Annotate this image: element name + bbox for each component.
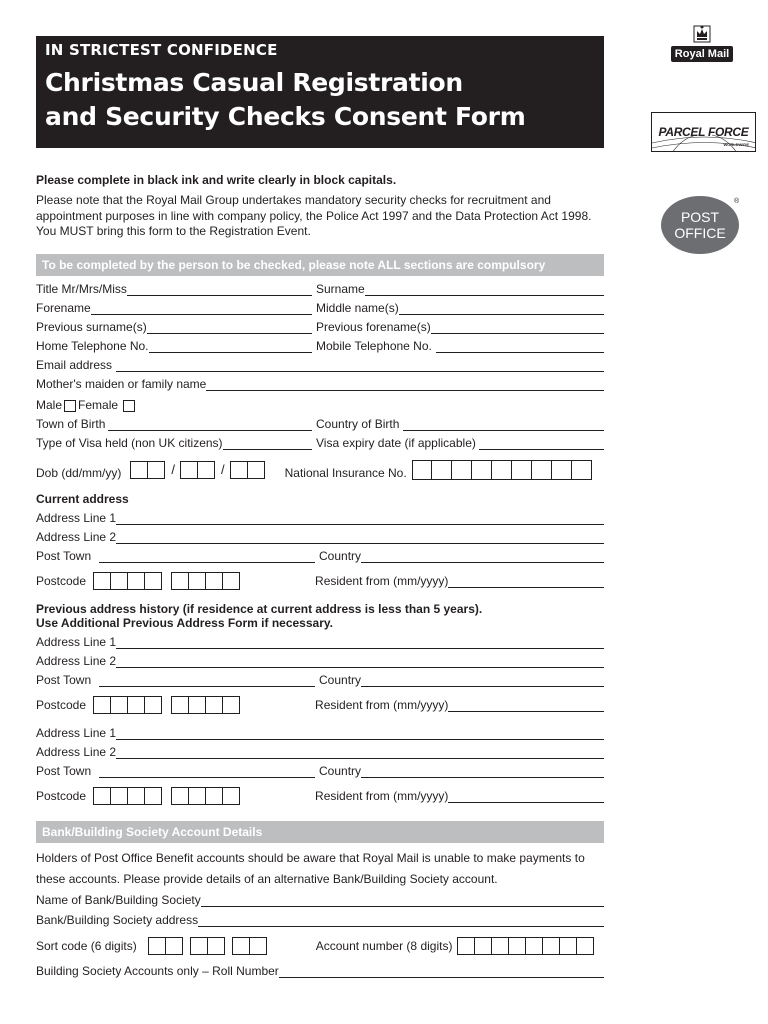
prev-address-b-line1-label: Address Line 1 bbox=[36, 726, 117, 740]
prev-address-a-line1-field[interactable] bbox=[36, 635, 604, 649]
postcode-char-box[interactable] bbox=[188, 572, 206, 590]
postcode-char-box[interactable] bbox=[93, 787, 111, 805]
personal-section-band: To be completed by the person to be checked, please note ALL sections are compulsory bbox=[36, 254, 604, 276]
current-address-line2-field[interactable] bbox=[36, 530, 604, 544]
forename-line[interactable] bbox=[91, 303, 312, 315]
sort-code-digit-box[interactable] bbox=[165, 937, 183, 955]
sort-code-boxes-2[interactable] bbox=[191, 937, 225, 955]
roll-number-line[interactable] bbox=[279, 966, 604, 978]
town-birth-field[interactable] bbox=[36, 417, 312, 431]
prev-address-a-line2-label: Address Line 2 bbox=[36, 654, 117, 668]
account-digit-box[interactable] bbox=[542, 937, 560, 955]
maiden-line[interactable] bbox=[206, 379, 604, 391]
male-checkbox[interactable] bbox=[64, 400, 76, 412]
prev-forename-line[interactable] bbox=[431, 322, 604, 334]
visa-type-label: Type of Visa held (non UK citizens) bbox=[36, 436, 223, 450]
postcode-char-box[interactable] bbox=[188, 787, 206, 805]
sort-code-label: Sort code (6 digits) bbox=[36, 939, 137, 953]
prev-address-a-town-row bbox=[36, 673, 604, 687]
home-tel-label: Home Telephone No. bbox=[36, 339, 149, 353]
account-digit-box[interactable] bbox=[508, 937, 526, 955]
previous-names-row bbox=[36, 320, 604, 334]
postcode-char-box[interactable] bbox=[222, 696, 240, 714]
prev-address-a-postcode-outward-boxes[interactable] bbox=[94, 696, 162, 714]
prev-address-a-line1-line[interactable] bbox=[116, 637, 604, 649]
visa-type-field[interactable] bbox=[36, 436, 312, 450]
mobile-tel-line[interactable] bbox=[436, 341, 604, 353]
prev-address-b-line2-line[interactable] bbox=[116, 747, 604, 759]
surname-field[interactable] bbox=[316, 282, 604, 296]
prev-address-a-line2-line[interactable] bbox=[116, 656, 604, 668]
forename-label: Forename bbox=[36, 301, 91, 315]
ni-char-box[interactable] bbox=[431, 460, 452, 480]
post-office-line1: POST bbox=[680, 209, 720, 225]
postcode-char-box[interactable] bbox=[222, 787, 240, 805]
postcode-char-box[interactable] bbox=[222, 572, 240, 590]
prev-surname-label: Previous surname(s) bbox=[36, 320, 147, 334]
prev-address-a-postcode-inward-boxes[interactable] bbox=[172, 696, 240, 714]
middle-names-line[interactable] bbox=[399, 303, 604, 315]
email-line[interactable] bbox=[116, 360, 604, 372]
gender-row bbox=[36, 398, 604, 412]
postcode-char-box[interactable] bbox=[127, 696, 145, 714]
royal-mail-logo bbox=[666, 22, 738, 68]
prev-address-b-line2-label: Address Line 2 bbox=[36, 745, 117, 759]
ni-char-box[interactable] bbox=[471, 460, 492, 480]
postcode-char-box[interactable] bbox=[171, 787, 189, 805]
bank-note-line2: these accounts. Please provide details of an alternative Bank/Building Society account. bbox=[36, 872, 498, 886]
prev-address-b-resident-from-field[interactable] bbox=[315, 789, 604, 803]
mobile-tel-label: Mobile Telephone No. bbox=[316, 339, 432, 353]
sort-code-digit-box[interactable] bbox=[207, 937, 225, 955]
current-address-line1-label: Address Line 1 bbox=[36, 511, 117, 525]
postcode-char-box[interactable] bbox=[110, 696, 128, 714]
previous-address-heading bbox=[36, 602, 482, 630]
ni-char-box[interactable] bbox=[491, 460, 512, 480]
prev-address-a-resident-from-label: Resident from (mm/yyyy) bbox=[315, 698, 449, 712]
visa-type-line[interactable] bbox=[223, 438, 312, 450]
form-header bbox=[36, 36, 604, 148]
home-tel-field[interactable] bbox=[36, 339, 312, 353]
current-address-heading: Current address bbox=[36, 492, 129, 506]
visa-expiry-line[interactable] bbox=[479, 438, 604, 450]
prev-surname-line[interactable] bbox=[147, 322, 312, 334]
previous-address-heading-line2: Use Additional Previous Address Form if necessary. bbox=[36, 616, 333, 630]
ni-char-box[interactable] bbox=[511, 460, 532, 480]
account-number-label: Account number (8 digits) bbox=[315, 939, 453, 953]
dob-digit-box[interactable] bbox=[147, 461, 165, 479]
sort-account-row bbox=[36, 937, 604, 955]
current-resident-from-label: Resident from (mm/yyyy) bbox=[315, 574, 449, 588]
registered-mark: ® bbox=[734, 198, 740, 205]
maiden-label: Mother's maiden or family name bbox=[36, 377, 207, 391]
prev-address-b-postcode-row bbox=[36, 787, 604, 805]
postcode-char-box[interactable] bbox=[110, 572, 128, 590]
prev-address-b-resident-from-label: Resident from (mm/yyyy) bbox=[315, 789, 449, 803]
form-title-line1: Christmas Casual Registration bbox=[45, 68, 463, 97]
postcode-char-box[interactable] bbox=[188, 696, 206, 714]
prev-address-b-line1-row bbox=[36, 726, 604, 740]
title-line[interactable] bbox=[127, 284, 312, 296]
current-address-line2-row bbox=[36, 530, 604, 544]
female-checkbox[interactable] bbox=[123, 400, 135, 412]
bank-address-line[interactable] bbox=[198, 915, 604, 927]
prev-address-a-resident-from-field[interactable] bbox=[315, 698, 604, 712]
form-title-line2: and Security Checks Consent Form bbox=[45, 102, 526, 131]
prev-address-a-postcode-row bbox=[36, 696, 604, 714]
telephone-row bbox=[36, 339, 604, 353]
account-digit-box[interactable] bbox=[559, 937, 577, 955]
post-office-line2: OFFICE bbox=[674, 225, 726, 241]
title-surname-row bbox=[36, 282, 604, 296]
dob-month-boxes[interactable] bbox=[181, 461, 215, 479]
dob-digit-box[interactable] bbox=[130, 461, 148, 479]
title-field[interactable] bbox=[36, 282, 312, 296]
postcode-char-box[interactable] bbox=[171, 696, 189, 714]
country-birth-label: Country of Birth bbox=[316, 417, 400, 431]
current-resident-from-field[interactable] bbox=[315, 574, 604, 588]
postcode-char-box[interactable] bbox=[205, 696, 223, 714]
prev-address-a-post-town-label: Post Town bbox=[36, 673, 92, 687]
town-birth-label: Town of Birth bbox=[36, 417, 106, 431]
roll-number-label: Building Society Accounts only – Roll Number bbox=[36, 964, 279, 978]
roll-number-row bbox=[36, 964, 604, 978]
parcelforce-sub: WORLDWIDE bbox=[723, 142, 749, 147]
prev-address-a-post-town-line[interactable] bbox=[99, 675, 315, 687]
account-digit-box[interactable] bbox=[525, 937, 543, 955]
postcode-char-box[interactable] bbox=[171, 572, 189, 590]
prev-surname-field[interactable] bbox=[36, 320, 312, 334]
current-postcode-inward-boxes[interactable] bbox=[172, 572, 240, 590]
maiden-row bbox=[36, 377, 604, 391]
title-label: Title Mr/Mrs/Miss bbox=[36, 282, 127, 296]
dob-digit-box[interactable] bbox=[180, 461, 198, 479]
middle-names-field[interactable] bbox=[316, 301, 604, 315]
postcode-char-box[interactable] bbox=[205, 572, 223, 590]
prev-address-a-postcode-label: Postcode bbox=[36, 698, 87, 712]
prev-address-b-line1-field[interactable] bbox=[36, 726, 604, 740]
sort-code-digit-box[interactable] bbox=[148, 937, 166, 955]
prev-address-a-post-town-field[interactable] bbox=[36, 673, 315, 687]
prev-address-b-post-town-line[interactable] bbox=[99, 766, 315, 778]
prev-address-b-country-field[interactable] bbox=[319, 764, 604, 778]
prev-address-b-postcode-label: Postcode bbox=[36, 789, 87, 803]
roll-number-field[interactable] bbox=[36, 964, 604, 978]
email-label: Email address bbox=[36, 358, 113, 372]
visa-expiry-label: Visa expiry date (if applicable) bbox=[316, 436, 476, 450]
dob-separator: / bbox=[220, 462, 225, 477]
bank-address-label: Bank/Building Society address bbox=[36, 913, 199, 927]
bank-note-line1: Holders of Post Office Benefit accounts should be aware that Royal Mail is unable to make payments to bbox=[36, 851, 585, 865]
prev-address-a-line1-row bbox=[36, 635, 604, 649]
ni-char-box[interactable] bbox=[571, 460, 592, 480]
current-post-town-line[interactable] bbox=[99, 551, 315, 563]
dob-ni-row bbox=[36, 460, 604, 480]
ni-char-box[interactable] bbox=[551, 460, 572, 480]
prev-address-a-line2-field[interactable] bbox=[36, 654, 604, 668]
royal-mail-wordmark: Royal Mail bbox=[671, 46, 733, 62]
postcode-char-box[interactable] bbox=[127, 787, 145, 805]
prev-address-a-resident-from-line[interactable] bbox=[448, 700, 604, 712]
current-post-town-field[interactable] bbox=[36, 549, 315, 563]
maiden-field[interactable] bbox=[36, 377, 604, 391]
instructions-bold: Please complete in black ink and write clearly in block capitals. bbox=[36, 173, 397, 187]
postcode-char-box[interactable] bbox=[93, 696, 111, 714]
sort-code-digit-box[interactable] bbox=[249, 937, 267, 955]
current-postcode-label: Postcode bbox=[36, 574, 87, 588]
dob-digit-box[interactable] bbox=[247, 461, 265, 479]
ni-char-box[interactable] bbox=[451, 460, 472, 480]
male-label: Male bbox=[36, 398, 63, 412]
current-address-line2-line[interactable] bbox=[116, 532, 604, 544]
ni-char-box[interactable] bbox=[531, 460, 552, 480]
surname-label: Surname bbox=[316, 282, 365, 296]
country-birth-field[interactable] bbox=[316, 417, 604, 431]
bank-address-field[interactable] bbox=[36, 913, 604, 927]
postcode-char-box[interactable] bbox=[110, 787, 128, 805]
post-office-logo bbox=[661, 196, 739, 254]
dob-digit-box[interactable] bbox=[197, 461, 215, 479]
postcode-char-box[interactable] bbox=[144, 696, 162, 714]
prev-address-b-line1-line[interactable] bbox=[116, 728, 604, 740]
bank-address-row bbox=[36, 913, 604, 927]
bank-name-label: Name of Bank/Building Society bbox=[36, 893, 201, 907]
dob-day-boxes[interactable] bbox=[131, 461, 165, 479]
prev-forename-label: Previous forename(s) bbox=[316, 320, 431, 334]
current-address-line2-label: Address Line 2 bbox=[36, 530, 117, 544]
prev-address-b-country-label: Country bbox=[319, 764, 362, 778]
sort-code-digit-box[interactable] bbox=[190, 937, 208, 955]
country-birth-line[interactable] bbox=[403, 419, 604, 431]
female-label: Female bbox=[78, 398, 119, 412]
bank-name-line[interactable] bbox=[201, 895, 604, 907]
visa-row bbox=[36, 436, 604, 450]
prev-address-a-line1-label: Address Line 1 bbox=[36, 635, 117, 649]
bank-name-field[interactable] bbox=[36, 893, 604, 907]
prev-address-b-line2-row bbox=[36, 745, 604, 759]
prev-address-a-line2-row bbox=[36, 654, 604, 668]
confidentiality-label: IN STRICTEST CONFIDENCE bbox=[45, 41, 278, 59]
postcode-char-box[interactable] bbox=[144, 572, 162, 590]
dob-year-boxes[interactable] bbox=[231, 461, 265, 479]
postcode-char-box[interactable] bbox=[127, 572, 145, 590]
surname-line[interactable] bbox=[365, 284, 604, 296]
account-digit-box[interactable] bbox=[474, 937, 492, 955]
sort-code-boxes-1[interactable] bbox=[149, 937, 183, 955]
town-birth-line[interactable] bbox=[108, 419, 312, 431]
prev-address-b-resident-from-line[interactable] bbox=[448, 791, 604, 803]
current-postcode-outward-boxes[interactable] bbox=[94, 572, 162, 590]
form-title bbox=[45, 66, 595, 134]
sort-code-digit-box[interactable] bbox=[232, 937, 250, 955]
prev-address-b-line2-field[interactable] bbox=[36, 745, 604, 759]
prev-address-b-post-town-label: Post Town bbox=[36, 764, 92, 778]
account-digit-box[interactable] bbox=[576, 937, 594, 955]
crown-icon bbox=[692, 22, 712, 44]
prev-address-b-country-line[interactable] bbox=[361, 766, 604, 778]
bank-section-band: Bank/Building Society Account Details bbox=[36, 821, 604, 843]
prev-forename-field[interactable] bbox=[316, 320, 604, 334]
prev-address-a-country-line[interactable] bbox=[361, 675, 604, 687]
prev-address-b-postcode-inward-boxes[interactable] bbox=[172, 787, 240, 805]
account-number-boxes[interactable] bbox=[458, 937, 594, 955]
postcode-char-box[interactable] bbox=[205, 787, 223, 805]
instructions-paragraph: Please note that the Royal Mail Group undertakes mandatory security checks for recruitment and appointment purposes in line with company policy, the Police Act 1997 and the Data Protection Act 1998. You MUST bring this form to the Registration Event. bbox=[36, 193, 592, 238]
home-tel-line[interactable] bbox=[149, 341, 312, 353]
prev-address-b-post-town-field[interactable] bbox=[36, 764, 315, 778]
mobile-tel-field[interactable] bbox=[316, 339, 604, 353]
ni-char-box[interactable] bbox=[412, 460, 432, 480]
postcode-char-box[interactable] bbox=[144, 787, 162, 805]
dob-separator: / bbox=[171, 462, 175, 477]
ni-label: National Insurance No. bbox=[284, 466, 407, 480]
current-address-line1-field[interactable] bbox=[36, 511, 604, 525]
current-postcode-row bbox=[36, 572, 604, 590]
current-country-field[interactable] bbox=[319, 549, 604, 563]
previous-address-heading-line1: Previous address history (if residence at current address is less than 5 years). bbox=[36, 602, 483, 616]
current-country-line[interactable] bbox=[361, 551, 604, 563]
current-address-line1-line[interactable] bbox=[116, 513, 604, 525]
ni-boxes[interactable] bbox=[413, 460, 592, 480]
middle-names-label: Middle name(s) bbox=[316, 301, 399, 315]
current-country-label: Country bbox=[319, 549, 362, 563]
parcelforce-logo bbox=[651, 112, 756, 152]
account-digit-box[interactable] bbox=[491, 937, 509, 955]
dob-label: Dob (dd/mm/yy) bbox=[36, 466, 122, 480]
forename-row bbox=[36, 301, 604, 315]
current-address-line1-row bbox=[36, 511, 604, 525]
sort-code-boxes-3[interactable] bbox=[233, 937, 267, 955]
email-field[interactable] bbox=[36, 358, 604, 372]
forename-field[interactable] bbox=[36, 301, 312, 315]
account-digit-box[interactable] bbox=[457, 937, 475, 955]
visa-expiry-field[interactable] bbox=[316, 436, 604, 450]
current-resident-from-line[interactable] bbox=[448, 576, 604, 588]
current-town-row bbox=[36, 549, 604, 563]
prev-address-b-postcode-outward-boxes[interactable] bbox=[94, 787, 162, 805]
birth-row bbox=[36, 417, 604, 431]
postcode-char-box[interactable] bbox=[93, 572, 111, 590]
prev-address-a-country-label: Country bbox=[319, 673, 362, 687]
current-post-town-label: Post Town bbox=[36, 549, 92, 563]
parcelforce-wordmark: PARCEL FORCE bbox=[658, 125, 749, 139]
email-row bbox=[36, 358, 604, 372]
dob-digit-box[interactable] bbox=[230, 461, 248, 479]
prev-address-a-country-field[interactable] bbox=[319, 673, 604, 687]
bank-name-row bbox=[36, 893, 604, 907]
prev-address-b-town-row bbox=[36, 764, 604, 778]
